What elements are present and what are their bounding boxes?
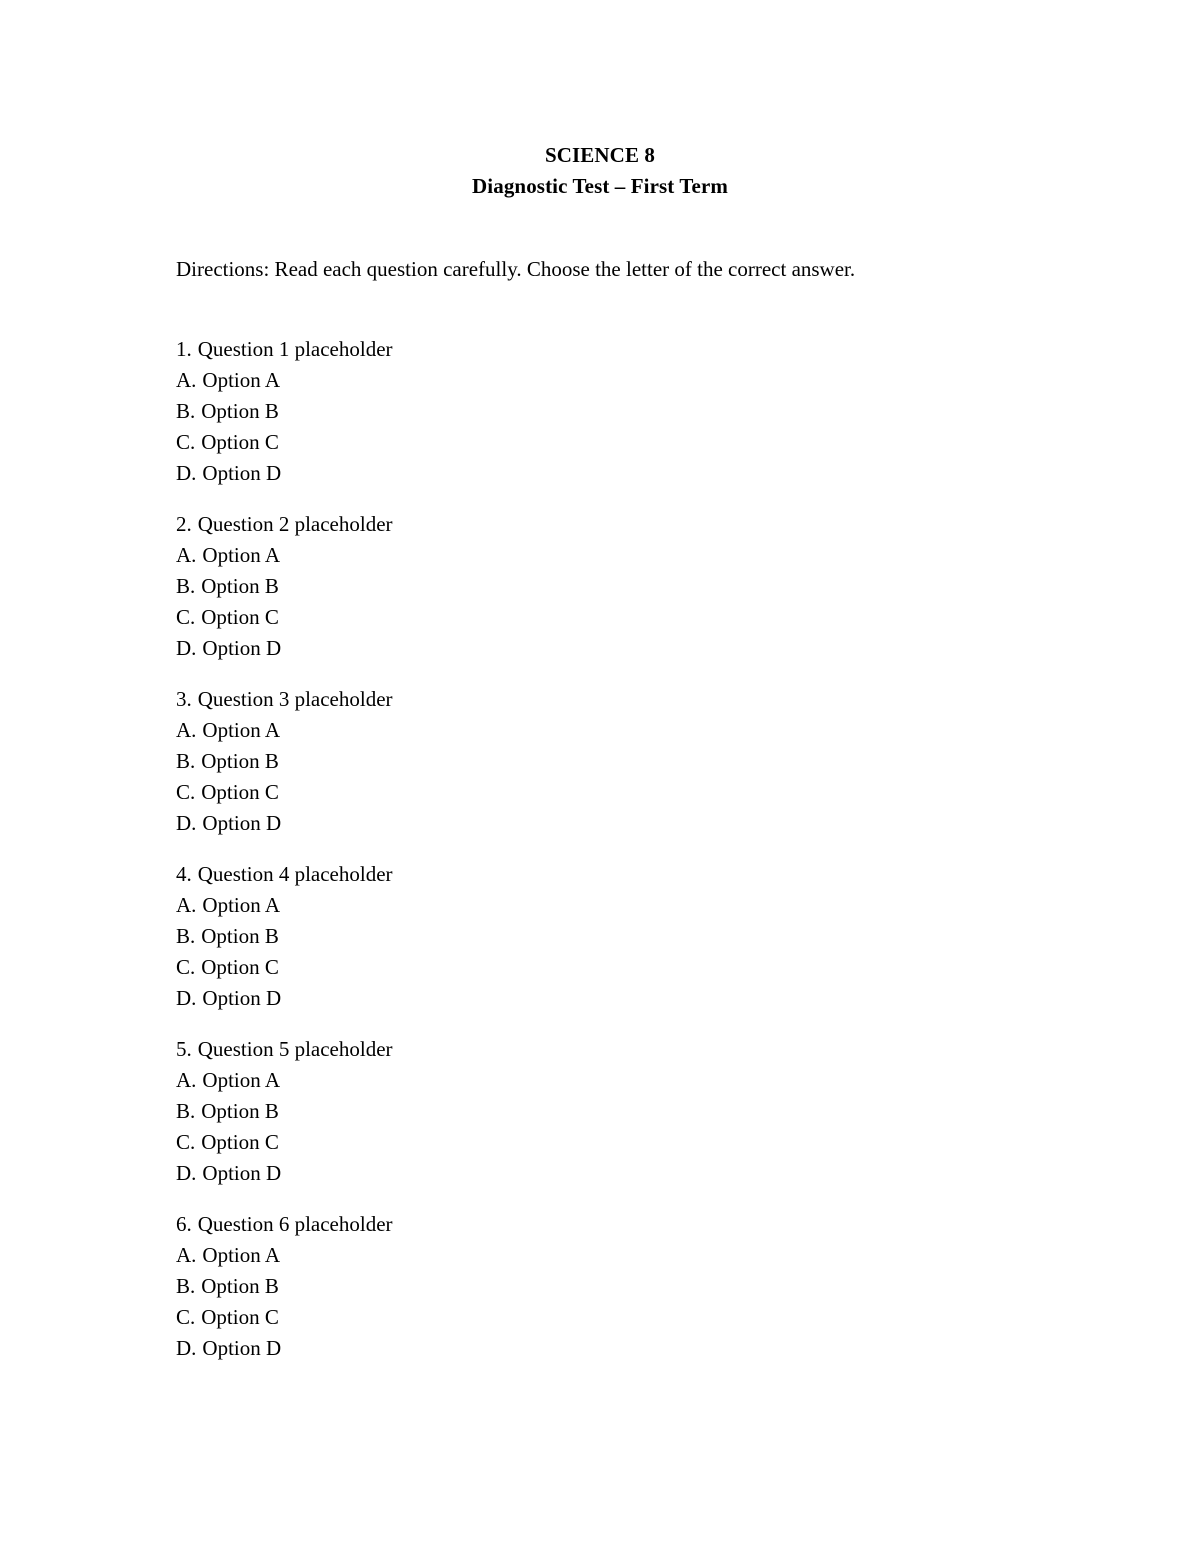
option-text: Option D — [202, 986, 282, 1010]
question-number: 2. — [176, 512, 192, 536]
option-letter: D. — [176, 811, 197, 835]
question-item-3 — [176, 684, 1076, 859]
question-text: Question 6 placeholder — [197, 1212, 393, 1236]
question-list — [176, 334, 1076, 1384]
option-text: Option A — [202, 1243, 281, 1267]
option-line — [176, 571, 1076, 602]
option-line — [176, 1271, 1076, 1302]
question-text: Question 3 placeholder — [197, 687, 393, 711]
question-text: Question 5 placeholder — [197, 1037, 393, 1061]
option-line — [176, 396, 1076, 427]
question-item-2 — [176, 509, 1076, 684]
question-line — [176, 334, 1076, 365]
option-line — [176, 1333, 1076, 1364]
option-text: Option B — [201, 574, 279, 598]
option-line — [176, 1302, 1076, 1333]
option-letter: A. — [176, 1243, 197, 1267]
option-letter: B. — [176, 924, 196, 948]
question-text: Question 4 placeholder — [197, 862, 393, 886]
question-text: Question 1 placeholder — [197, 337, 393, 361]
option-line — [176, 890, 1076, 921]
question-line — [176, 1209, 1076, 1240]
option-line — [176, 983, 1076, 1014]
question-number: 3. — [176, 687, 192, 711]
option-letter: D. — [176, 461, 197, 485]
document-subtitle: Diagnostic Test – First Term — [472, 174, 728, 198]
option-line — [176, 715, 1076, 746]
option-letter: B. — [176, 1274, 196, 1298]
option-line — [176, 952, 1076, 983]
document-title: SCIENCE 8 — [544, 143, 655, 167]
option-line — [176, 746, 1076, 777]
option-line — [176, 1240, 1076, 1271]
option-letter: A. — [176, 893, 197, 917]
option-letter: C. — [176, 955, 196, 979]
option-text: Option C — [201, 605, 279, 629]
option-text: Option D — [202, 461, 282, 485]
option-letter: B. — [176, 1099, 196, 1123]
option-line — [176, 777, 1076, 808]
option-line — [176, 365, 1076, 396]
option-line — [176, 540, 1076, 571]
option-text: Option A — [202, 368, 281, 392]
option-letter: D. — [176, 1161, 197, 1185]
option-text: Option C — [201, 955, 279, 979]
option-text: Option B — [201, 749, 279, 773]
option-text: Option D — [202, 636, 282, 660]
option-letter: A. — [176, 368, 197, 392]
question-line — [176, 1034, 1076, 1065]
option-letter: B. — [176, 749, 196, 773]
option-text: Option C — [201, 780, 279, 804]
option-line — [176, 921, 1076, 952]
option-text: Option D — [202, 1336, 282, 1360]
question-line — [176, 684, 1076, 715]
option-line — [176, 427, 1076, 458]
question-text: Question 2 placeholder — [197, 512, 393, 536]
directions-text: Directions: Read each question carefully. Choose the letter of the correct answer. — [176, 257, 856, 281]
option-text: Option A — [202, 543, 281, 567]
question-number: 6. — [176, 1212, 192, 1236]
option-line — [176, 1096, 1076, 1127]
option-letter: A. — [176, 543, 197, 567]
question-number: 1. — [176, 337, 192, 361]
option-line — [176, 1065, 1076, 1096]
option-line — [176, 1158, 1076, 1189]
question-number: 4. — [176, 862, 192, 886]
option-text: Option A — [202, 893, 281, 917]
option-text: Option A — [202, 718, 281, 742]
option-letter: B. — [176, 574, 196, 598]
option-text: Option B — [201, 1099, 279, 1123]
option-line — [176, 458, 1076, 489]
question-line — [176, 859, 1076, 890]
question-item-1 — [176, 334, 1076, 509]
option-line — [176, 602, 1076, 633]
question-item-4 — [176, 859, 1076, 1034]
option-text: Option A — [202, 1068, 281, 1092]
option-text: Option C — [201, 1305, 279, 1329]
option-line — [176, 808, 1076, 839]
option-letter: D. — [176, 636, 197, 660]
option-text: Option B — [201, 399, 279, 423]
option-text: Option C — [201, 1130, 279, 1154]
option-text: Option D — [202, 811, 282, 835]
option-text: Option D — [202, 1161, 282, 1185]
option-letter: D. — [176, 986, 197, 1010]
option-line — [176, 633, 1076, 664]
option-letter: C. — [176, 430, 196, 454]
option-letter: C. — [176, 1305, 196, 1329]
question-item-5 — [176, 1034, 1076, 1209]
question-line — [176, 509, 1076, 540]
option-letter: C. — [176, 605, 196, 629]
option-line — [176, 1127, 1076, 1158]
option-letter: A. — [176, 1068, 197, 1092]
question-number: 5. — [176, 1037, 192, 1061]
option-letter: B. — [176, 399, 196, 423]
option-text: Option B — [201, 1274, 279, 1298]
option-letter: C. — [176, 1130, 196, 1154]
option-letter: C. — [176, 780, 196, 804]
question-item-6 — [176, 1209, 1076, 1384]
option-text: Option B — [201, 924, 279, 948]
option-text: Option C — [201, 430, 279, 454]
option-letter: D. — [176, 1336, 197, 1360]
option-letter: A. — [176, 718, 197, 742]
title-block — [0, 140, 1200, 202]
